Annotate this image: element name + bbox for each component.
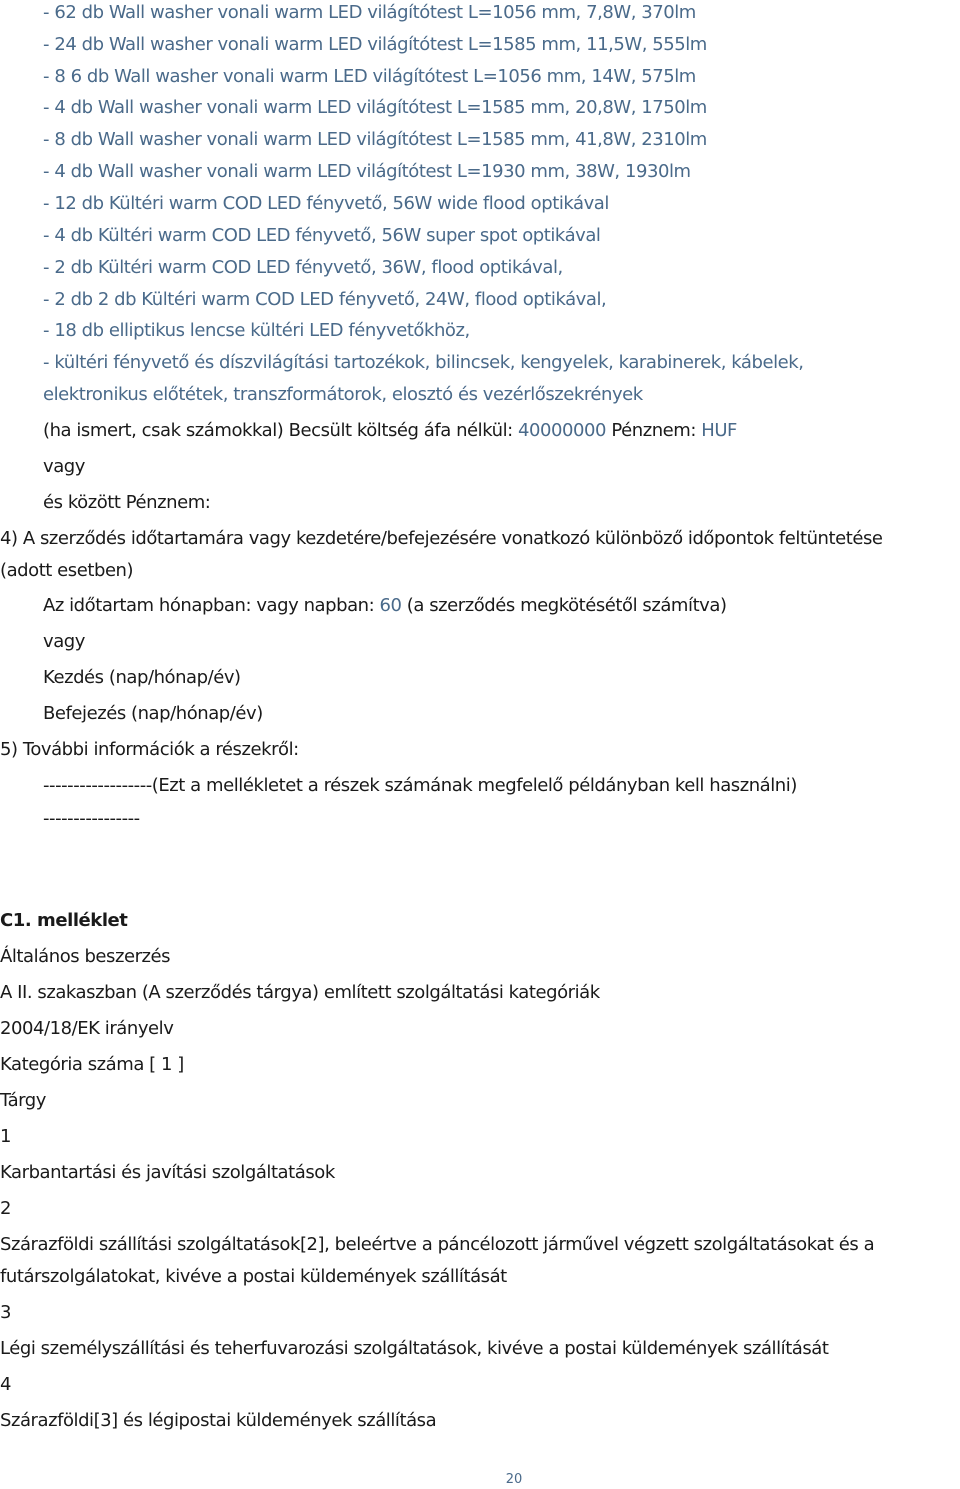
duration-label: Az időtartam hónapban: vagy napban: [43, 595, 380, 616]
start-date-label: Kezdés (nap/hónap/év) [43, 667, 241, 688]
list-item: - 4 db Kültéri warm COD LED fényvető, 56W super spot optikával [43, 225, 601, 246]
category-text: Légi személyszállítási és teherfuvarozási szolgáltatások, kivéve a postai küldemények szállítását [0, 1338, 829, 1359]
range-currency-label: és között Pénznem: [43, 492, 211, 513]
list-item: - 2 db 2 db Kültéri warm COD LED fényvető, 24W, flood optikával, [43, 289, 607, 310]
annex-intro: A II. szakaszban (A szerződés tárgya) említett szolgáltatási kategóriák [0, 982, 600, 1003]
list-item: - 12 db Kültéri warm COD LED fényvető, 56W wide flood optikával [43, 193, 609, 214]
currency-label: Pénznem: [606, 420, 702, 441]
category-text: Karbantartási és javítási szolgáltatások [0, 1162, 335, 1183]
end-date-label: Befejezés (nap/hónap/év) [43, 703, 263, 724]
list-item: elektronikus előtétek, transzformátorok, elosztó és vezérlőszekrények [43, 384, 643, 405]
category-text: Szárazföldi szállítási szolgáltatások[2], beleértve a páncélozott járművel végzett szolgáltatásokat és a [0, 1234, 875, 1255]
or-text: vagy [43, 456, 85, 477]
annex-directive: 2004/18/EK irányelv [0, 1018, 174, 1039]
list-item: - 4 db Wall washer vonali warm LED világítótest L=1930 mm, 38W, 1930lm [43, 161, 691, 182]
section-4-heading-cont: (adott esetben) [0, 560, 134, 581]
list-item: - kültéri fényvető és díszvilágítási tartozékok, bilincsek, kengyelek, karabinerek, kábelek, [43, 352, 804, 373]
page-number: 20 [505, 1472, 523, 1487]
duration-value: 60 [379, 595, 402, 616]
section-5-heading: 5) További információk a részekről: [0, 739, 299, 760]
section-5-note: ------------------(Ezt a mellékletet a részek számának megfelelő példányban kell használni) [43, 775, 797, 796]
list-item: - 2 db Kültéri warm COD LED fényvető, 36W, flood optikával, [43, 257, 563, 278]
category-number-label: Kategória száma [ 1 ] [0, 1054, 184, 1075]
category-number: 4 [0, 1374, 12, 1395]
currency-value: HUF [701, 420, 737, 441]
duration-suffix: (a szerződés megkötésétől számítva) [401, 595, 727, 616]
annex-subtitle: Általános beszerzés [0, 946, 171, 967]
list-item: - 8 6 db Wall washer vonali warm LED világítótest L=1056 mm, 14W, 575lm [43, 66, 696, 87]
category-text-cont: futárszolgálatokat, kivéve a postai küldemények szállítását [0, 1266, 507, 1287]
list-item: - 8 db Wall washer vonali warm LED világítótest L=1585 mm, 41,8W, 2310lm [43, 129, 707, 150]
duration [43, 595, 727, 617]
category-text: Szárazföldi[3] és légipostai küldemények szállítása [0, 1410, 437, 1431]
list-item: - 18 db elliptikus lencse kültéri LED fényvetőkhöz, [43, 320, 470, 341]
list-item: - 62 db Wall washer vonali warm LED világítótest L=1056 mm, 7,8W, 370lm [43, 2, 696, 23]
section-4-heading: 4) A szerződés időtartamára vagy kezdetére/befejezésére vonatkozó különböző időpontok feltüntetése [0, 528, 883, 549]
estimated-cost [43, 420, 737, 442]
list-item: - 4 db Wall washer vonali warm LED világítótest L=1585 mm, 20,8W, 1750lm [43, 97, 707, 118]
category-number: 1 [0, 1126, 12, 1147]
estimated-cost-value: 40000000 [518, 420, 607, 441]
category-number: 3 [0, 1302, 12, 1323]
estimated-cost-label: (ha ismert, csak számokkal) Becsült költség áfa nélkül: [43, 420, 519, 441]
annex-title: C1. melléklet [0, 910, 128, 931]
subject-label: Tárgy [0, 1090, 46, 1111]
category-number: 2 [0, 1198, 12, 1219]
section-5-dashes: ---------------- [43, 808, 140, 829]
list-item: - 24 db Wall washer vonali warm LED világítótest L=1585 mm, 11,5W, 555lm [43, 34, 707, 55]
or-text: vagy [43, 631, 85, 652]
